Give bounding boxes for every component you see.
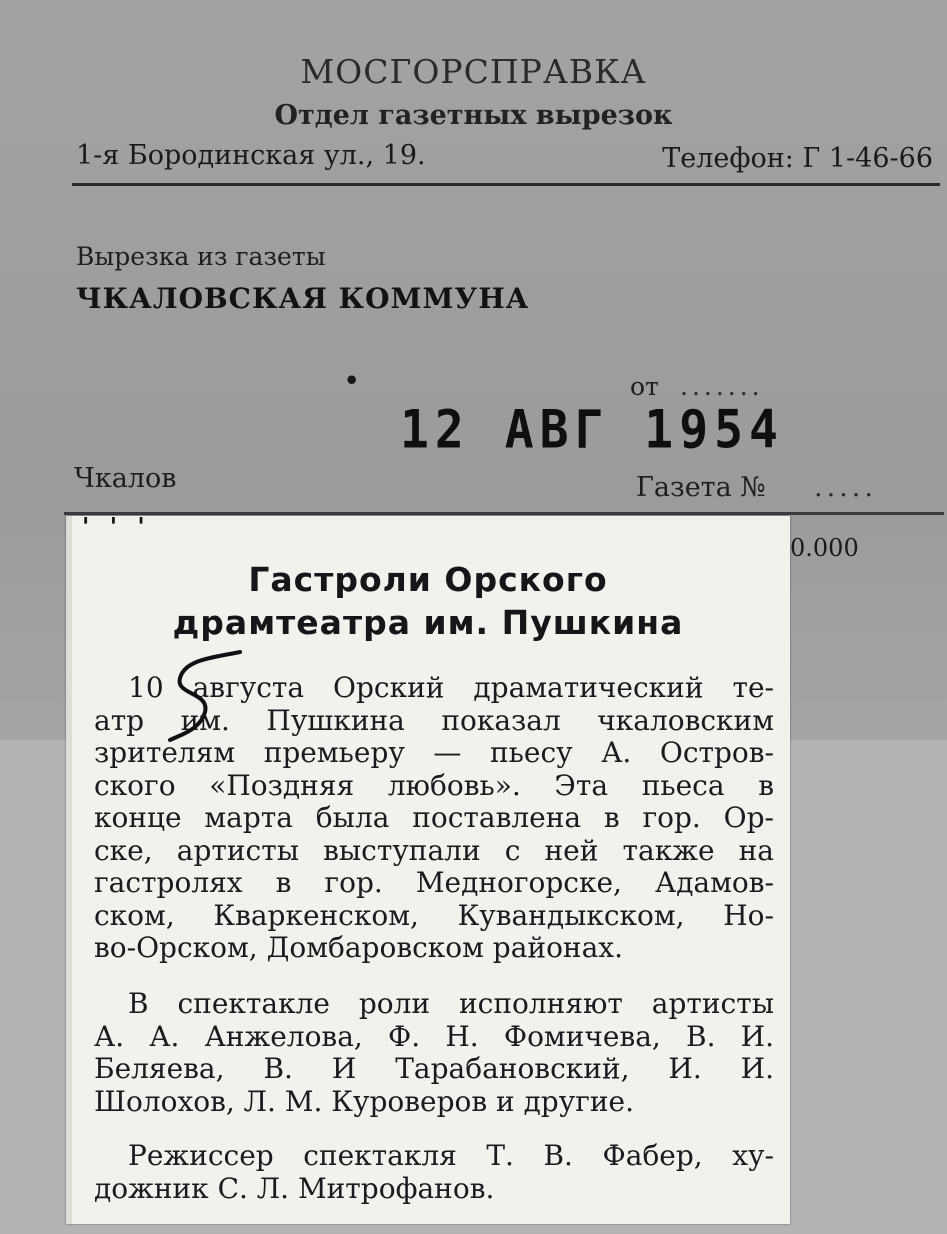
paragraph-line: Беляева, В. И Тарабановский, И. И. (94, 1052, 774, 1085)
circulation-fragment: 0.000 (790, 534, 859, 562)
form-base-rule (64, 512, 944, 515)
city-label: Чкалов (74, 463, 177, 494)
paragraph-line: дожник С. Л. Митрофанов. (94, 1171, 495, 1205)
headline-line-1: Гастроли Орского (248, 560, 608, 599)
from-fill-dots: ....... (680, 372, 764, 401)
paragraph-line: конце марта была поставлена в гор. Ор- (94, 801, 774, 834)
paragraph-line: Режиссер спектакля Т. В. Фабер, ху- (128, 1139, 774, 1172)
newspaper-name: ЧКАЛОВСКАЯ КОММУНА (76, 282, 530, 315)
header-rule (72, 183, 940, 186)
cutting-label: Вырезка из газеты (76, 242, 326, 271)
paragraph-line: В спектакле роли исполняют артисты (128, 987, 774, 1020)
paragraph-line: ском, Кваркенском, Кувандыкском, Но- (94, 898, 774, 932)
paragraph-line: А. А. Анжелова, Ф. Н. Фомичева, В. И. (94, 1019, 774, 1053)
paper-number-label: Газета № (636, 472, 766, 503)
clipping-corner-marks: ' ' ' (82, 512, 151, 541)
department-name: Отдел газетных вырезок (274, 100, 673, 131)
paragraph-line: зрителям премьеру — пьесу А. Остров- (94, 736, 774, 769)
clipping-edge (66, 516, 72, 1224)
paragraph-line: Шолохов, Л. М. Куроверов и другие. (94, 1084, 635, 1118)
paragraph-line: ского «Поздняя любовь». Эта пьеса в (94, 768, 774, 802)
handwritten-pen-mark (140, 640, 250, 750)
paragraph-line: во-Орском, Домбаровском районах. (94, 931, 623, 964)
paragraph-line: атр им. Пушкина показал чкаловским (94, 703, 774, 737)
ink-mark: • (344, 366, 360, 395)
article-paragraph-2 (94, 988, 774, 1118)
article-paragraph-3 (94, 1140, 774, 1205)
agency-phone: Телефон: Г 1-46-66 (662, 143, 933, 174)
agency-address: 1-я Бородинская ул., 19. (76, 140, 426, 171)
paper-number-dots: ..... (814, 472, 877, 503)
paragraph-line: 10 августа Орский драматический те- (128, 671, 774, 704)
from-label: от (630, 372, 659, 401)
paragraph-line: ске, артисты выступали с ней также на (94, 833, 774, 867)
headline-line-2: драмтеатра им. Пушкина (172, 603, 684, 642)
paragraph-line: гастролях в гор. Медногорске, Адамов- (94, 866, 774, 899)
agency-title: МОСГОРСПРАВКА (300, 52, 647, 91)
date-stamp: 12 АВГ 1954 (400, 399, 784, 461)
